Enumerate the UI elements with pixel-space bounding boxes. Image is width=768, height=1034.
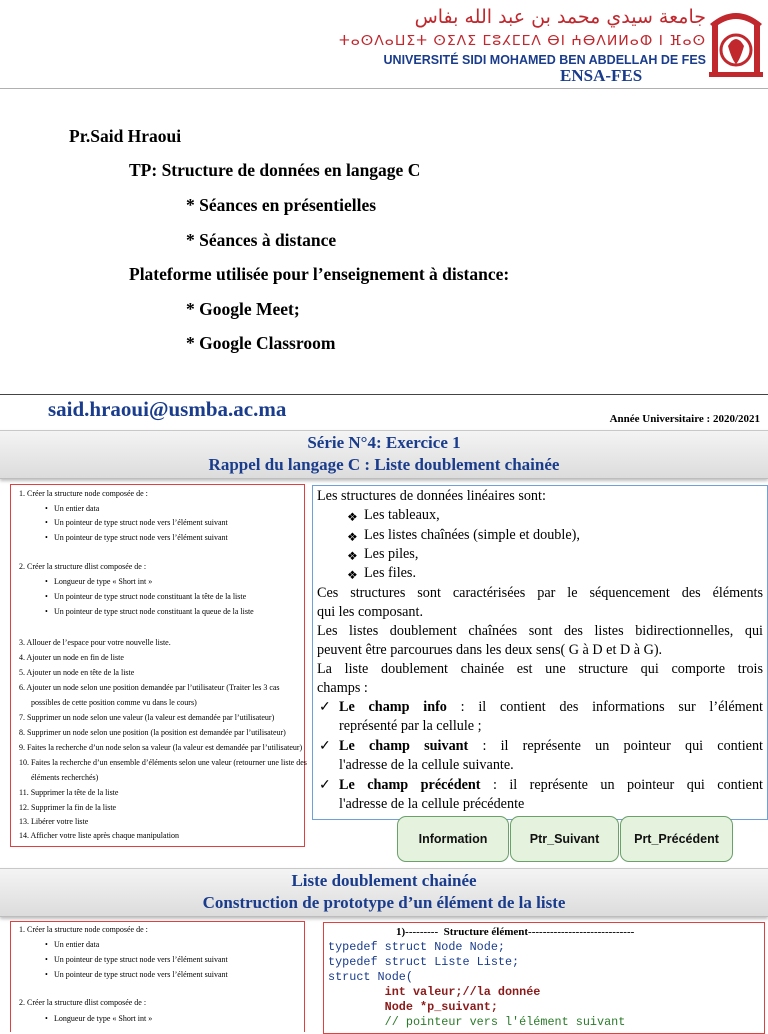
field-info-name: Le champ info: [339, 699, 447, 715]
task-item: • Longueur de type « Short int »: [54, 1014, 152, 1024]
field-next-desc-cont: l'adresse de la cellule suivante.: [339, 757, 514, 773]
task-item: 12. Supprimer la fin de la liste: [19, 803, 117, 812]
slide2-title: Liste doublement chainée: [291, 871, 477, 890]
contact-email[interactable]: said.hraoui@usmba.ac.ma: [48, 397, 287, 421]
desc-paragraph-line: peuvent être parcourues dans les deux sens( G à D et D à G).: [317, 642, 663, 658]
slide2-title-bar: [0, 868, 768, 917]
task-item: 14. Afficher votre liste après chaque manipulation: [19, 831, 180, 840]
desc-paragraph-line: champs :: [317, 680, 368, 696]
mode-distance: * Séances à distance: [186, 230, 337, 250]
code-line: Node *p_suivant;: [328, 1000, 498, 1014]
task-list-box: [10, 484, 305, 847]
task-item: • Un pointeur de type struct node constituant la tête de la liste: [54, 592, 246, 602]
header-divider: [0, 88, 768, 89]
university-name-latin: UNIVERSITÉ SIDI MOHAMED BEN ABDELLAH DE FES: [383, 53, 706, 67]
diamond-bullet-icon: ❖: [347, 530, 358, 544]
field-next-desc: : il représente un pointeur qui contient: [468, 738, 763, 754]
university-name-arabic: جامعة سيدي محمد بن عبد الله بفاس: [414, 6, 706, 28]
task-item: 6. Ajouter un node selon une position demandée par l’utilisateur (Traiter les 3 cas: [19, 683, 280, 692]
task-item: 13. Libérer votre liste: [19, 817, 89, 826]
diamond-bullet-icon: ❖: [347, 510, 358, 524]
tp-title: TP: Structure de données en langage C: [129, 160, 421, 180]
desc-item: Les piles,: [364, 546, 419, 562]
field-prev-line: [339, 776, 763, 795]
task-item: éléments recherchés): [31, 773, 99, 782]
task-item: • Un entier data: [54, 940, 99, 950]
field-prev-desc: : il représente un pointeur qui contient: [480, 777, 763, 793]
university-logo-icon: [706, 2, 766, 80]
tool-google-classroom: * Google Classroom: [186, 333, 336, 353]
university-name-tifinagh: ⵜⴰⵙⴷⴰⵡⵉⵜ ⵙⵉⴷⵉ ⵎⵓⵃⵎⵎⴷ ⴱⵏ ⵄⴱⴷⵍⵍⴰⵀ ⵏ ⴼⴰⵙ: [338, 33, 706, 49]
desc-item: Les listes chaînées (simple et double),: [364, 527, 580, 543]
platform-heading: Plateforme utilisée pour l’enseignement à distance:: [129, 264, 510, 284]
checkmark-icon: ✓: [319, 778, 331, 793]
task-item: 9. Faites la recherche d’un node selon sa valeur (la valeur est demandée par l’utilisateur): [19, 743, 303, 752]
task-item: • Un pointeur de type struct node constituant la queue de la liste: [54, 607, 254, 617]
slide1-title: Série N°4: Exercice 1: [307, 433, 461, 452]
field-info-desc: : il contient des informations sur l’élément: [446, 699, 763, 715]
field-prev-name: Le champ précédent: [339, 777, 481, 793]
code-section-heading: 1)--------- Structure élément-----------------------------: [396, 926, 635, 938]
school-name: ENSA-FES: [560, 66, 643, 85]
task-item: • Un entier data: [54, 504, 99, 514]
code-line: // pointeur vers l'élément suivant: [328, 1015, 626, 1029]
university-header: [0, 0, 768, 88]
code-line: int valeur;//la donnée: [328, 985, 541, 999]
section-divider: [0, 394, 768, 395]
field-info-line: [339, 698, 763, 717]
checkmark-icon: ✓: [319, 739, 331, 754]
code-line: typedef struct Node Node;: [328, 940, 505, 954]
desc-paragraph-line: qui les composant.: [317, 604, 423, 620]
tool-google-meet: * Google Meet;: [186, 299, 300, 319]
field-next-name: Le champ suivant: [339, 738, 469, 754]
desc-paragraph-line: La liste doublement chainée est une structure qui comporte trois: [317, 661, 763, 677]
slide2-subtitle: Construction de prototype d’un élément de la liste: [202, 893, 566, 912]
task-item: 10. Faites la recherche d’un ensemble d’éléments selon une valeur (retourner une liste des: [19, 758, 307, 767]
desc-item: Les files.: [364, 565, 417, 581]
task-item: • Un pointeur de type struct node vers l’élément suivant: [54, 518, 228, 528]
cell-field-information: Information: [397, 816, 509, 862]
checkmark-icon: ✓: [319, 700, 331, 715]
academic-year: Année Universitaire : 2020/2021: [609, 413, 760, 425]
task-item: • Un pointeur de type struct node vers l’élément suivant: [54, 970, 228, 980]
field-prev-desc-cont: l'adresse de la cellule précédente: [339, 796, 525, 812]
task-item: 1. Créer la structure node composée de :: [19, 925, 148, 934]
desc-item: Les tableaux,: [364, 507, 440, 523]
task-item: 11. Supprimer la tête de la liste: [19, 788, 119, 797]
task-item: 2. Créer la structure dlist composée de :: [19, 998, 147, 1007]
slide1-subtitle: Rappel du langage C : Liste doublement chainée: [208, 455, 560, 474]
field-info-desc-cont: représenté par la cellule ;: [339, 718, 482, 734]
task-item: 5. Ajouter un node en tête de la liste: [19, 668, 135, 677]
task-item: 7. Supprimer un node selon une valeur (la valeur est demandée par l’utilisateur): [19, 713, 275, 722]
task-item: 4. Ajouter un node en fin de liste: [19, 653, 124, 662]
slide1-title-bar: [0, 430, 768, 479]
task-item: 8. Supprimer un node selon une position (la position est demandée par l’utilisateur): [19, 728, 286, 737]
task-item: 1. Créer la structure node composée de :: [19, 489, 148, 498]
task-item: 3. Allouer de l’espace pour votre nouvelle liste.: [19, 638, 171, 647]
code-line: typedef struct Liste Liste;: [328, 955, 520, 969]
cell-field-ptr-precedent: Prt_Précédent: [620, 816, 733, 862]
diamond-bullet-icon: ❖: [347, 568, 358, 582]
professor-name: Pr.Said Hraoui: [69, 126, 182, 146]
code-line: struct Node(: [328, 970, 413, 984]
cell-field-ptr-suivant: Ptr_Suivant: [510, 816, 619, 862]
description-box: [312, 485, 768, 820]
task-item: possibles de cette position comme vu dans le cours): [31, 698, 197, 707]
diamond-bullet-icon: ❖: [347, 549, 358, 563]
task-item: • Un pointeur de type struct node vers l’élément suivant: [54, 955, 228, 965]
task-item: 2. Créer la structure dlist composée de :: [19, 562, 147, 571]
desc-paragraph-line: Les listes doublement chaînées sont des listes bidirectionnelles, qui: [317, 623, 763, 639]
task-item: • Un pointeur de type struct node vers l’élément suivant: [54, 533, 228, 543]
code-box: [323, 922, 765, 1034]
mode-presentiel: * Séances en présentielles: [186, 195, 377, 215]
task-list-box-2: [10, 921, 305, 1032]
field-next-line: [339, 737, 763, 756]
desc-intro: Les structures de données linéaires sont:: [317, 488, 546, 504]
task-item: • Longueur de type « Short int »: [54, 577, 152, 587]
desc-paragraph-line: Ces structures sont caractérisées par le séquencement des éléments: [317, 585, 763, 601]
